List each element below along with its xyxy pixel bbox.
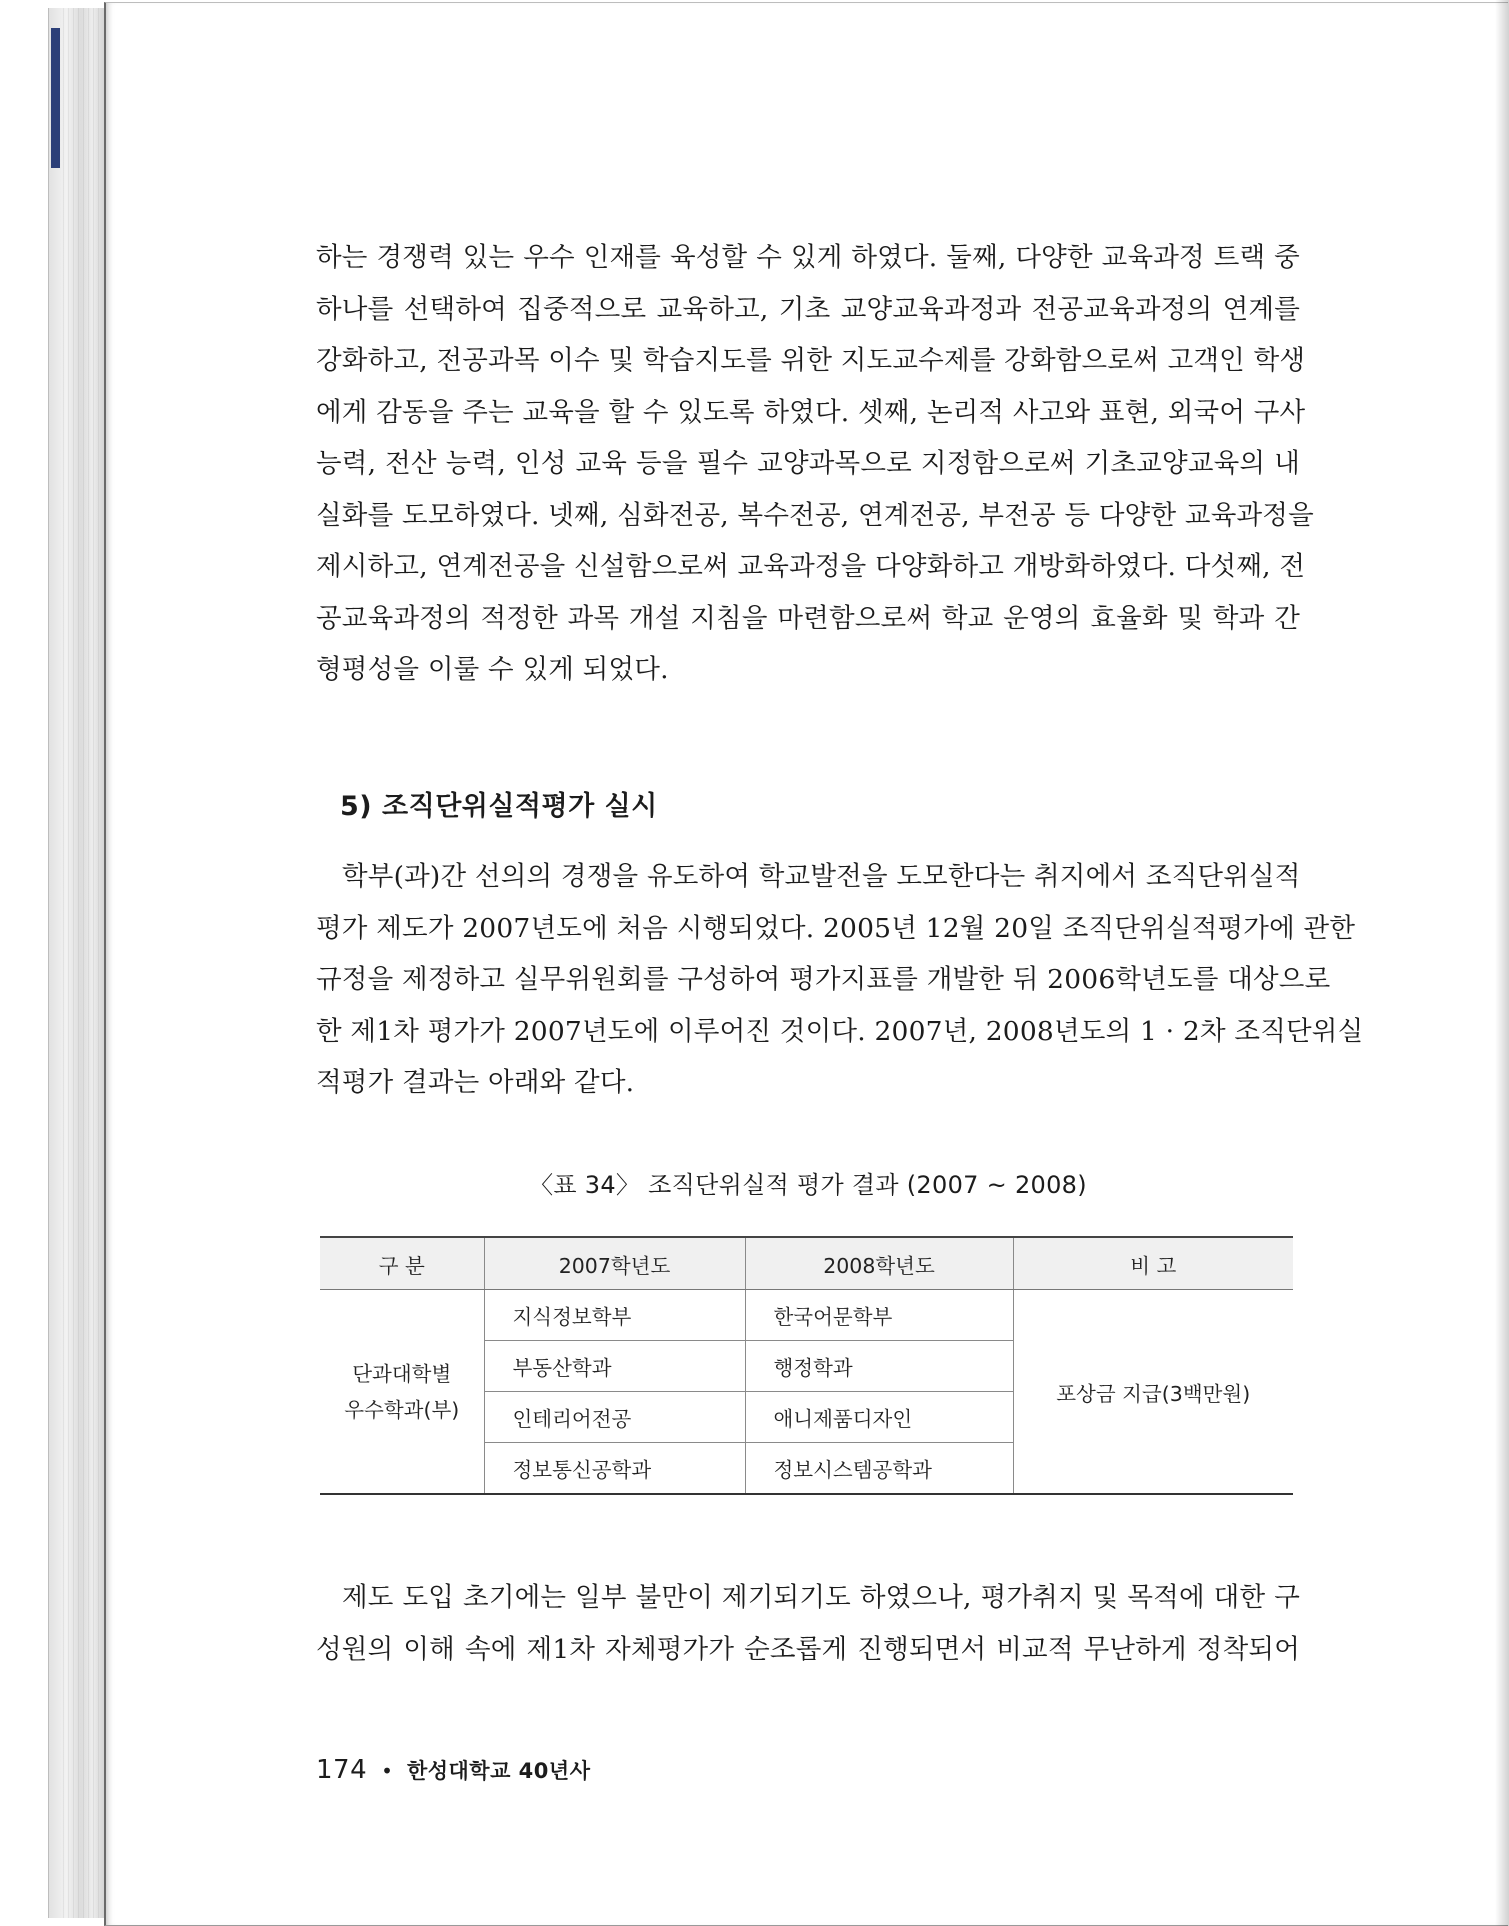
table-caption: 〈표 34〉 조직단위실적 평가 결과 (2007 ~ 2008) bbox=[529, 1171, 1087, 1199]
text-line: 강화하고, 전공과목 이수 및 학습지도를 위한 지도교수제를 강화함으로써 고객인 학생 bbox=[316, 345, 1306, 376]
spine-color-strip bbox=[51, 28, 60, 168]
footer-bullet: • bbox=[381, 1759, 393, 1783]
page-number: 174 bbox=[316, 1755, 368, 1785]
cell-2008: 정보시스템공학과 bbox=[745, 1443, 1013, 1495]
text-line: 적평가 결과는 아래와 같다. bbox=[316, 1067, 635, 1098]
cell-2007: 부동산학과 bbox=[484, 1341, 745, 1392]
cell-2008: 행정학과 bbox=[745, 1341, 1013, 1392]
cell-2008: 애니제품디자인 bbox=[745, 1392, 1013, 1443]
header-category: 구 분 bbox=[320, 1237, 484, 1290]
text-line: 실화를 도모하였다. 넷째, 심화전공, 복수전공, 연계전공, 부전공 등 다양한 교육과정을 bbox=[316, 499, 1314, 531]
evaluation-results-table bbox=[320, 1236, 1293, 1495]
category-cell bbox=[320, 1290, 484, 1495]
text-line: 하는 경쟁력 있는 우수 인재를 육성할 수 있게 하였다. 둘째, 다양한 교육과정 트랙 중 bbox=[316, 242, 1300, 273]
body-paragraph-2 bbox=[316, 851, 1364, 1109]
text-line: 제도 도입 초기에는 일부 불만이 제기되기도 하였으나, 평가취지 및 목적에 대한 구 bbox=[342, 1582, 1300, 1613]
text-line: 학부(과)간 선의의 경쟁을 유도하여 학교발전을 도모한다는 취지에서 조직단위실적 bbox=[342, 861, 1301, 892]
text-line: 성원의 이해 속에 제1차 자체평가가 순조롭게 진행되면서 비교적 무난하게 정착되어 bbox=[316, 1633, 1300, 1665]
book-page-edges bbox=[48, 8, 107, 1918]
body-paragraph-3 bbox=[316, 1572, 1300, 1675]
text-line: 평가 제도가 2007년도에 처음 시행되었다. 2005년 12월 20일 조직단위실적평가에 관한 bbox=[316, 912, 1356, 944]
text-line: 한 제1차 평가가 2007년도에 이루어진 것이다. 2007년, 2008년도의 1 · 2차 조직단위실 bbox=[316, 1015, 1364, 1047]
body-paragraph-1 bbox=[316, 232, 1314, 696]
text-line: 형평성을 이룰 수 있게 되었다. bbox=[316, 654, 669, 685]
text-line: 공교육과정의 적정한 과목 개설 지침을 마련함으로써 학교 운영의 효율화 및 학과 간 bbox=[316, 602, 1300, 634]
page-edge-shadow bbox=[1495, 0, 1509, 1926]
section-heading: 5) 조직단위실적평가 실시 bbox=[340, 791, 658, 822]
cell-2007: 지식정보학부 bbox=[484, 1290, 745, 1341]
header-note: 비 고 bbox=[1013, 1237, 1293, 1290]
table-header-row bbox=[320, 1237, 1293, 1290]
text-line: 하나를 선택하여 집중적으로 교육하고, 기초 교양교육과정과 전공교육과정의 연계를 bbox=[316, 293, 1300, 325]
header-2008: 2008학년도 bbox=[745, 1237, 1013, 1290]
cell-2008: 한국어문학부 bbox=[745, 1290, 1013, 1341]
header-2007: 2007학년도 bbox=[484, 1237, 745, 1290]
text-line: 에게 감동을 주는 교육을 할 수 있도록 하였다. 셋째, 논리적 사고와 표현, 외국어 구사 bbox=[316, 396, 1306, 428]
cell-2007: 인테리어전공 bbox=[484, 1392, 745, 1443]
page-footer bbox=[316, 1755, 590, 1785]
text-line: 제시하고, 연계전공을 신설함으로써 교육과정을 다양화하고 개방화하였다. 다섯째, 전 bbox=[316, 551, 1306, 582]
note-cell: 포상금 지급(3백만원) bbox=[1013, 1290, 1293, 1495]
stacked-pages-texture bbox=[63, 8, 103, 1918]
table-row bbox=[320, 1290, 1293, 1341]
cell-2007: 정보통신공학과 bbox=[484, 1443, 745, 1495]
category-line-2: 우수학과(부) bbox=[344, 1397, 460, 1422]
book-title: 한성대학교 40년사 bbox=[406, 1759, 591, 1783]
text-line: 능력, 전산 능력, 인성 교육 등을 필수 교양과목으로 지정함으로써 기초교양교육의 내 bbox=[316, 448, 1300, 479]
category-line-1: 단과대학별 bbox=[352, 1361, 452, 1386]
text-line: 규정을 제정하고 실무위원회를 구성하여 평가지표를 개발한 뒤 2006학년도를 대상으로 bbox=[316, 964, 1331, 995]
